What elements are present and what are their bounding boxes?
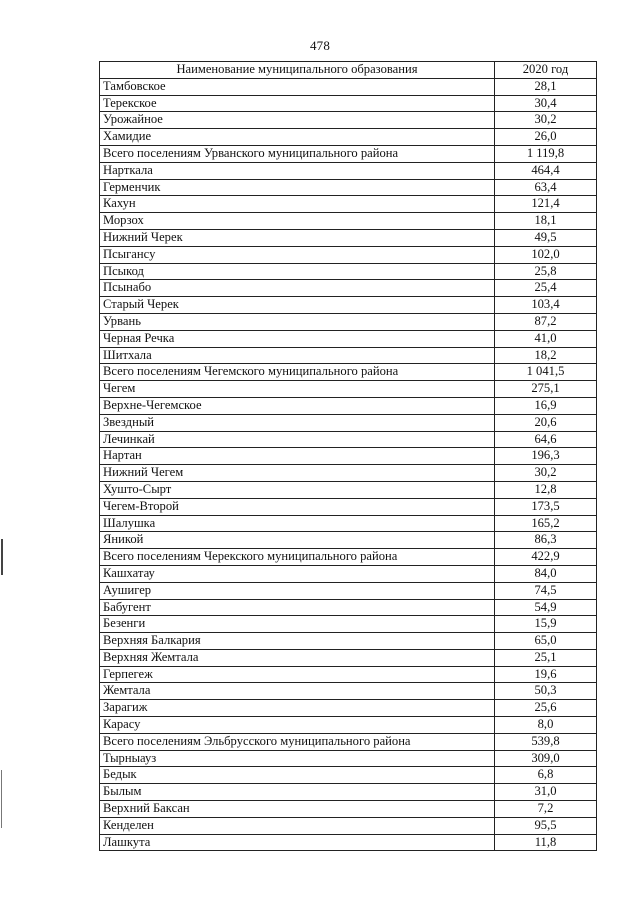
table-row bbox=[100, 414, 597, 431]
table-row bbox=[100, 616, 597, 633]
value-2020-cell: 74,5 bbox=[495, 582, 597, 599]
value-2020-cell: 30,4 bbox=[495, 95, 597, 112]
table-row bbox=[100, 582, 597, 599]
table-row bbox=[100, 767, 597, 784]
value-2020-cell: 102,0 bbox=[495, 246, 597, 263]
value-2020-cell: 16,9 bbox=[495, 397, 597, 414]
table-row bbox=[100, 145, 597, 162]
value-2020-cell: 30,2 bbox=[495, 465, 597, 482]
value-2020-cell: 95,5 bbox=[495, 817, 597, 834]
table-row bbox=[100, 565, 597, 582]
table-row bbox=[100, 246, 597, 263]
municipality-name-cell: Урожайное bbox=[100, 112, 495, 129]
municipality-name-cell: Лашкута bbox=[100, 834, 495, 851]
value-2020-cell: 464,4 bbox=[495, 162, 597, 179]
municipality-name-cell: Нижний Черек bbox=[100, 229, 495, 246]
municipality-name-cell: Псыгансу bbox=[100, 246, 495, 263]
municipality-name-cell: Тырныауз bbox=[100, 750, 495, 767]
value-2020-cell: 15,9 bbox=[495, 616, 597, 633]
table-row bbox=[100, 465, 597, 482]
table-row bbox=[100, 666, 597, 683]
municipality-name-cell: Нартан bbox=[100, 448, 495, 465]
value-2020-cell: 1 119,8 bbox=[495, 145, 597, 162]
value-2020-cell: 25,4 bbox=[495, 280, 597, 297]
table-row bbox=[100, 129, 597, 146]
value-2020-cell: 25,1 bbox=[495, 649, 597, 666]
municipality-name-cell: Черная Речка bbox=[100, 330, 495, 347]
value-2020-cell: 121,4 bbox=[495, 196, 597, 213]
value-2020-cell: 84,0 bbox=[495, 565, 597, 582]
table-row bbox=[100, 717, 597, 734]
header-year: 2020 год bbox=[495, 62, 597, 79]
table-row bbox=[100, 162, 597, 179]
table-header-row bbox=[100, 62, 597, 79]
value-2020-cell: 18,2 bbox=[495, 347, 597, 364]
municipality-name-cell: Кенделен bbox=[100, 817, 495, 834]
value-2020-cell: 309,0 bbox=[495, 750, 597, 767]
value-2020-cell: 6,8 bbox=[495, 767, 597, 784]
value-2020-cell: 28,1 bbox=[495, 78, 597, 95]
municipality-name-cell: Герменчик bbox=[100, 179, 495, 196]
value-2020-cell: 539,8 bbox=[495, 733, 597, 750]
table-header bbox=[100, 62, 597, 79]
table-row bbox=[100, 381, 597, 398]
table-row bbox=[100, 263, 597, 280]
table-row bbox=[100, 532, 597, 549]
value-2020-cell: 49,5 bbox=[495, 229, 597, 246]
municipality-name-cell: Морзох bbox=[100, 213, 495, 230]
municipality-name-cell: Верхний Баксан bbox=[100, 801, 495, 818]
value-2020-cell: 64,6 bbox=[495, 431, 597, 448]
value-2020-cell: 26,0 bbox=[495, 129, 597, 146]
value-2020-cell: 275,1 bbox=[495, 381, 597, 398]
municipality-name-cell: Всего поселениям Эльбрусского муниципального района bbox=[100, 733, 495, 750]
table-row bbox=[100, 280, 597, 297]
table-row bbox=[100, 498, 597, 515]
value-2020-cell: 196,3 bbox=[495, 448, 597, 465]
municipality-name-cell: Звездный bbox=[100, 414, 495, 431]
table-row bbox=[100, 229, 597, 246]
value-2020-cell: 54,9 bbox=[495, 599, 597, 616]
value-2020-cell: 18,1 bbox=[495, 213, 597, 230]
table-row bbox=[100, 213, 597, 230]
municipality-name-cell: Псынабо bbox=[100, 280, 495, 297]
municipality-name-cell: Шитхала bbox=[100, 347, 495, 364]
value-2020-cell: 63,4 bbox=[495, 179, 597, 196]
table-row bbox=[100, 515, 597, 532]
municipality-name-cell: Карасу bbox=[100, 717, 495, 734]
value-2020-cell: 19,6 bbox=[495, 666, 597, 683]
table-row bbox=[100, 78, 597, 95]
table-row bbox=[100, 196, 597, 213]
table-row bbox=[100, 801, 597, 818]
table-row bbox=[100, 297, 597, 314]
value-2020-cell: 7,2 bbox=[495, 801, 597, 818]
municipality-name-cell: Хушто-Сырт bbox=[100, 481, 495, 498]
table-row bbox=[100, 817, 597, 834]
value-2020-cell: 12,8 bbox=[495, 481, 597, 498]
value-2020-cell: 173,5 bbox=[495, 498, 597, 515]
table-row bbox=[100, 313, 597, 330]
municipality-name-cell: Нижний Чегем bbox=[100, 465, 495, 482]
municipality-name-cell: Зарагиж bbox=[100, 700, 495, 717]
table-row bbox=[100, 549, 597, 566]
municipal-table bbox=[99, 61, 597, 851]
municipality-name-cell: Бабугент bbox=[100, 599, 495, 616]
value-2020-cell: 103,4 bbox=[495, 297, 597, 314]
municipality-name-cell: Псыкод bbox=[100, 263, 495, 280]
table-row bbox=[100, 633, 597, 650]
value-2020-cell: 86,3 bbox=[495, 532, 597, 549]
table-body bbox=[100, 78, 597, 851]
municipality-name-cell: Старый Черек bbox=[100, 297, 495, 314]
municipality-name-cell: Хамидие bbox=[100, 129, 495, 146]
table-row bbox=[100, 750, 597, 767]
value-2020-cell: 11,8 bbox=[495, 834, 597, 851]
table-row bbox=[100, 112, 597, 129]
table-row bbox=[100, 784, 597, 801]
value-2020-cell: 8,0 bbox=[495, 717, 597, 734]
table-row bbox=[100, 834, 597, 851]
municipality-name-cell: Яникой bbox=[100, 532, 495, 549]
scan-edge-mark bbox=[1, 770, 2, 828]
municipality-name-cell: Всего поселениям Урванского муниципального района bbox=[100, 145, 495, 162]
table-row bbox=[100, 733, 597, 750]
value-2020-cell: 87,2 bbox=[495, 313, 597, 330]
municipality-name-cell: Тамбовское bbox=[100, 78, 495, 95]
table-row bbox=[100, 683, 597, 700]
municipality-name-cell: Верхняя Жемтала bbox=[100, 649, 495, 666]
municipality-name-cell: Чегем bbox=[100, 381, 495, 398]
header-name: Наименование муниципального образования bbox=[100, 62, 495, 79]
municipality-name-cell: Бедык bbox=[100, 767, 495, 784]
table-row bbox=[100, 431, 597, 448]
value-2020-cell: 65,0 bbox=[495, 633, 597, 650]
municipality-name-cell: Урвань bbox=[100, 313, 495, 330]
table-row bbox=[100, 649, 597, 666]
municipality-name-cell: Верхняя Балкария bbox=[100, 633, 495, 650]
municipality-name-cell: Лечинкай bbox=[100, 431, 495, 448]
table-row bbox=[100, 397, 597, 414]
value-2020-cell: 1 041,5 bbox=[495, 364, 597, 381]
municipality-name-cell: Нарткала bbox=[100, 162, 495, 179]
value-2020-cell: 20,6 bbox=[495, 414, 597, 431]
value-2020-cell: 422,9 bbox=[495, 549, 597, 566]
municipality-name-cell: Кахун bbox=[100, 196, 495, 213]
table-row bbox=[100, 481, 597, 498]
municipality-name-cell: Безенги bbox=[100, 616, 495, 633]
municipality-name-cell: Аушигер bbox=[100, 582, 495, 599]
value-2020-cell: 41,0 bbox=[495, 330, 597, 347]
table-row bbox=[100, 448, 597, 465]
value-2020-cell: 165,2 bbox=[495, 515, 597, 532]
municipality-name-cell: Чегем-Второй bbox=[100, 498, 495, 515]
table-row bbox=[100, 179, 597, 196]
value-2020-cell: 30,2 bbox=[495, 112, 597, 129]
value-2020-cell: 25,8 bbox=[495, 263, 597, 280]
municipality-name-cell: Всего поселениям Черекского муниципального района bbox=[100, 549, 495, 566]
table-row bbox=[100, 95, 597, 112]
table-row bbox=[100, 700, 597, 717]
municipality-name-cell: Всего поселениям Чегемского муниципального района bbox=[100, 364, 495, 381]
scan-edge-mark bbox=[1, 539, 3, 575]
municipality-name-cell: Кашхатау bbox=[100, 565, 495, 582]
municipality-name-cell: Жемтала bbox=[100, 683, 495, 700]
value-2020-cell: 31,0 bbox=[495, 784, 597, 801]
value-2020-cell: 50,3 bbox=[495, 683, 597, 700]
table-row bbox=[100, 347, 597, 364]
table-row bbox=[100, 330, 597, 347]
municipality-name-cell: Шалушка bbox=[100, 515, 495, 532]
municipality-name-cell: Герпегеж bbox=[100, 666, 495, 683]
municipality-name-cell: Верхне-Чегемское bbox=[100, 397, 495, 414]
page-number: 478 bbox=[309, 38, 331, 53]
municipality-name-cell: Былым bbox=[100, 784, 495, 801]
table-row bbox=[100, 599, 597, 616]
municipality-name-cell: Терекское bbox=[100, 95, 495, 112]
table-row bbox=[100, 364, 597, 381]
value-2020-cell: 25,6 bbox=[495, 700, 597, 717]
